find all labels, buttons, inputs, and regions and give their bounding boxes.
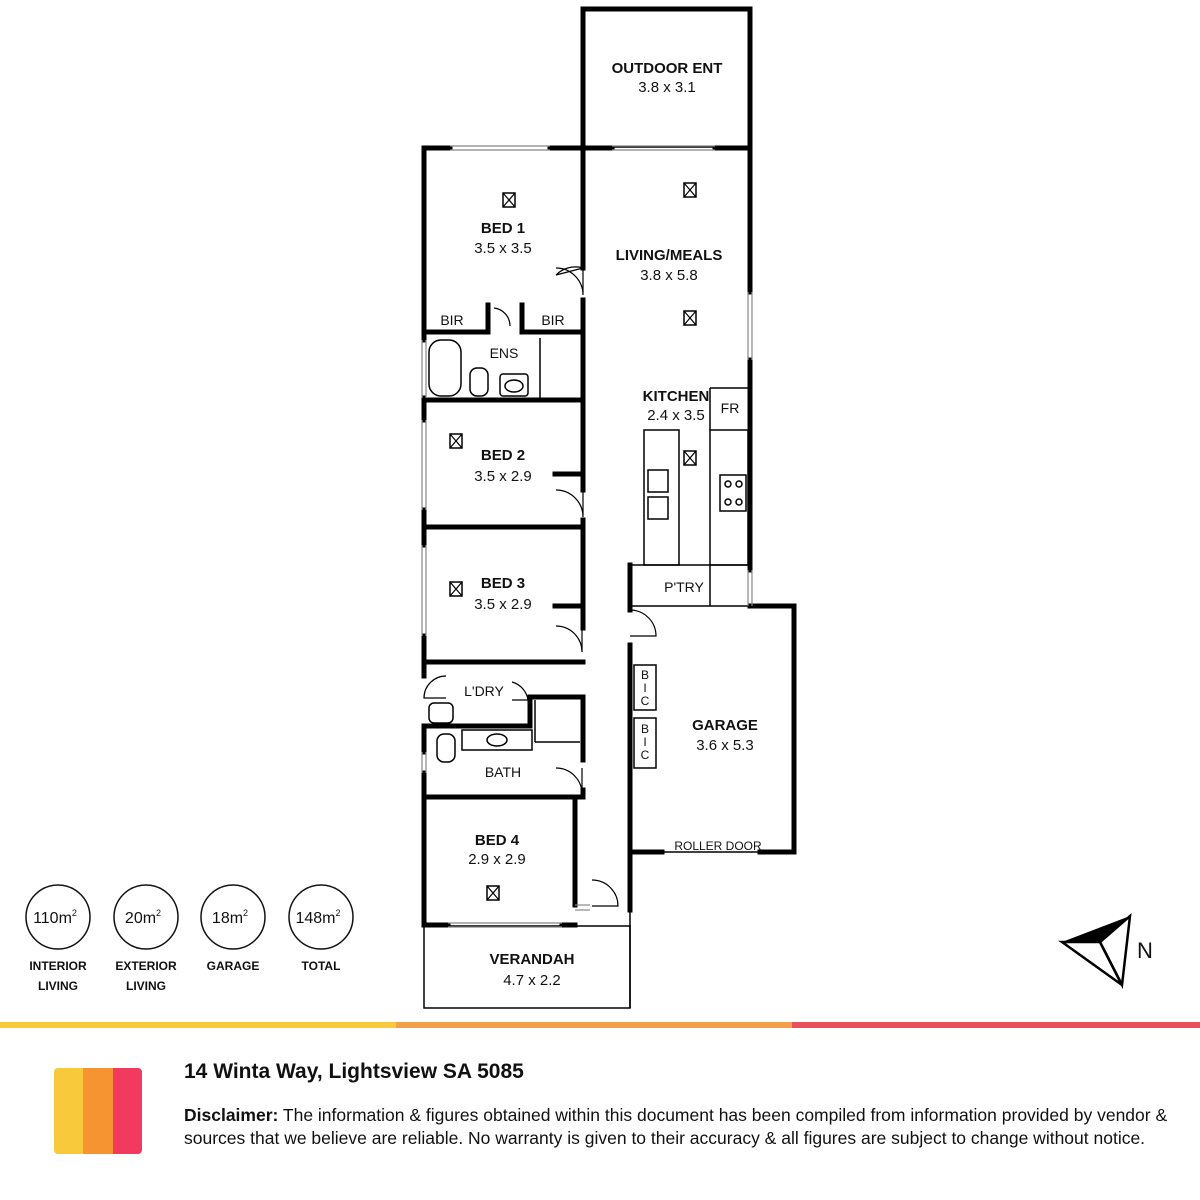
area-stats	[26, 885, 353, 993]
area-stat-label: TOTAL	[301, 959, 341, 973]
cooktop-icon	[720, 475, 746, 511]
property-address: 14 Winta Way, Lightsview SA 5085	[184, 1060, 524, 1083]
area-stat-label: INTERIOR	[29, 959, 87, 973]
area-stat-value: $110m^2$	[33, 908, 77, 927]
living-dims: 3.8 x 5.8	[640, 267, 698, 284]
area-stat	[201, 885, 265, 973]
area-stat-value: $148m^2$	[295, 908, 341, 927]
area-stat-label: GARAGE	[206, 959, 260, 973]
bic1-label	[641, 668, 650, 708]
svg-text:B: B	[640, 668, 650, 682]
bath-name: BATH	[484, 764, 522, 780]
brand-logo	[54, 1068, 142, 1154]
kitchen-dims: 2.4 x 3.5	[647, 407, 705, 424]
bed1-dims: 3.5 x 3.5	[474, 240, 532, 257]
ceiling-light-icon	[684, 183, 696, 197]
ceiling-light-icon	[450, 434, 462, 448]
pantry-name: P'TRY	[664, 579, 704, 595]
area-stat-value: $20m^2$	[124, 908, 162, 927]
fridge-name: FR	[720, 400, 740, 416]
area-stat-label: LIVING	[125, 979, 167, 993]
ceiling-light-icon	[450, 582, 462, 596]
ceiling-light-icon	[487, 886, 499, 900]
kitchen-name: KITCHEN	[642, 388, 710, 405]
bed4-dims: 2.9 x 2.9	[468, 851, 526, 868]
laundry-name: L'DRY	[464, 683, 504, 699]
bed4-name: BED 4	[474, 832, 520, 849]
outdoor-ent-area	[583, 9, 750, 147]
logo-stripe-yellow	[54, 1068, 83, 1154]
area-stat-label: EXTERIOR	[115, 959, 177, 973]
verandah-dims: 4.7 x 2.2	[503, 972, 561, 989]
svg-text:B: B	[640, 722, 650, 736]
svg-text:I: I	[643, 681, 647, 695]
north-compass-icon	[1062, 916, 1153, 985]
area-stat	[289, 885, 353, 973]
footer-gradient-bar	[0, 1022, 1200, 1028]
logo-stripe-orange	[83, 1068, 112, 1154]
outdoor-ent-name: OUTDOOR ENT	[611, 60, 723, 77]
fixture-markers	[450, 183, 696, 900]
walls	[424, 148, 794, 925]
area-stat-label: LIVING	[37, 979, 79, 993]
area-stat	[114, 885, 178, 993]
roller-door-label: ROLLER DOOR	[674, 839, 762, 853]
bic2-label	[641, 722, 650, 762]
disclaimer	[184, 1104, 1184, 1150]
bed2-name: BED 2	[480, 447, 526, 464]
svg-text:C: C	[640, 694, 650, 708]
ceiling-light-icon	[684, 311, 696, 325]
disclaimer-label: Disclaimer:	[184, 1105, 279, 1125]
bed3-dims: 3.5 x 2.9	[474, 596, 532, 613]
disclaimer-text: The information & figures obtained within this document has been compiled from information provided by vendor & sources that we believe are reliable. No warranty is given to their accuracy & all figures are subject to change without notice.	[184, 1105, 1168, 1148]
area-stat	[26, 885, 90, 993]
logo-stripe-pink	[113, 1068, 142, 1154]
bir-left-name: BIR	[440, 312, 464, 328]
thin-lines	[424, 147, 760, 1008]
outdoor-ent-dims: 3.8 x 3.1	[638, 79, 696, 96]
ceiling-light-icon	[684, 451, 696, 465]
verandah-name: VERANDAH	[489, 951, 575, 968]
ceiling-light-icon	[503, 193, 515, 207]
living-name: LIVING/MEALS	[615, 247, 723, 264]
svg-text:C: C	[640, 748, 650, 762]
toilet-icon	[470, 368, 488, 396]
garage-name: GARAGE	[692, 717, 758, 734]
bathtub-icon	[429, 340, 461, 396]
svg-text:I: I	[643, 735, 647, 749]
compass-north-label: N	[1137, 938, 1153, 963]
bed1-name: BED 1	[480, 220, 526, 237]
bir-right-name: BIR	[541, 312, 565, 328]
garage-dims: 3.6 x 5.3	[696, 737, 754, 754]
bed3-name: BED 3	[480, 575, 526, 592]
area-stat-value: $18m^2$	[211, 908, 249, 927]
bed2-dims: 3.5 x 2.9	[474, 468, 532, 485]
ens-name: ENS	[489, 345, 519, 361]
